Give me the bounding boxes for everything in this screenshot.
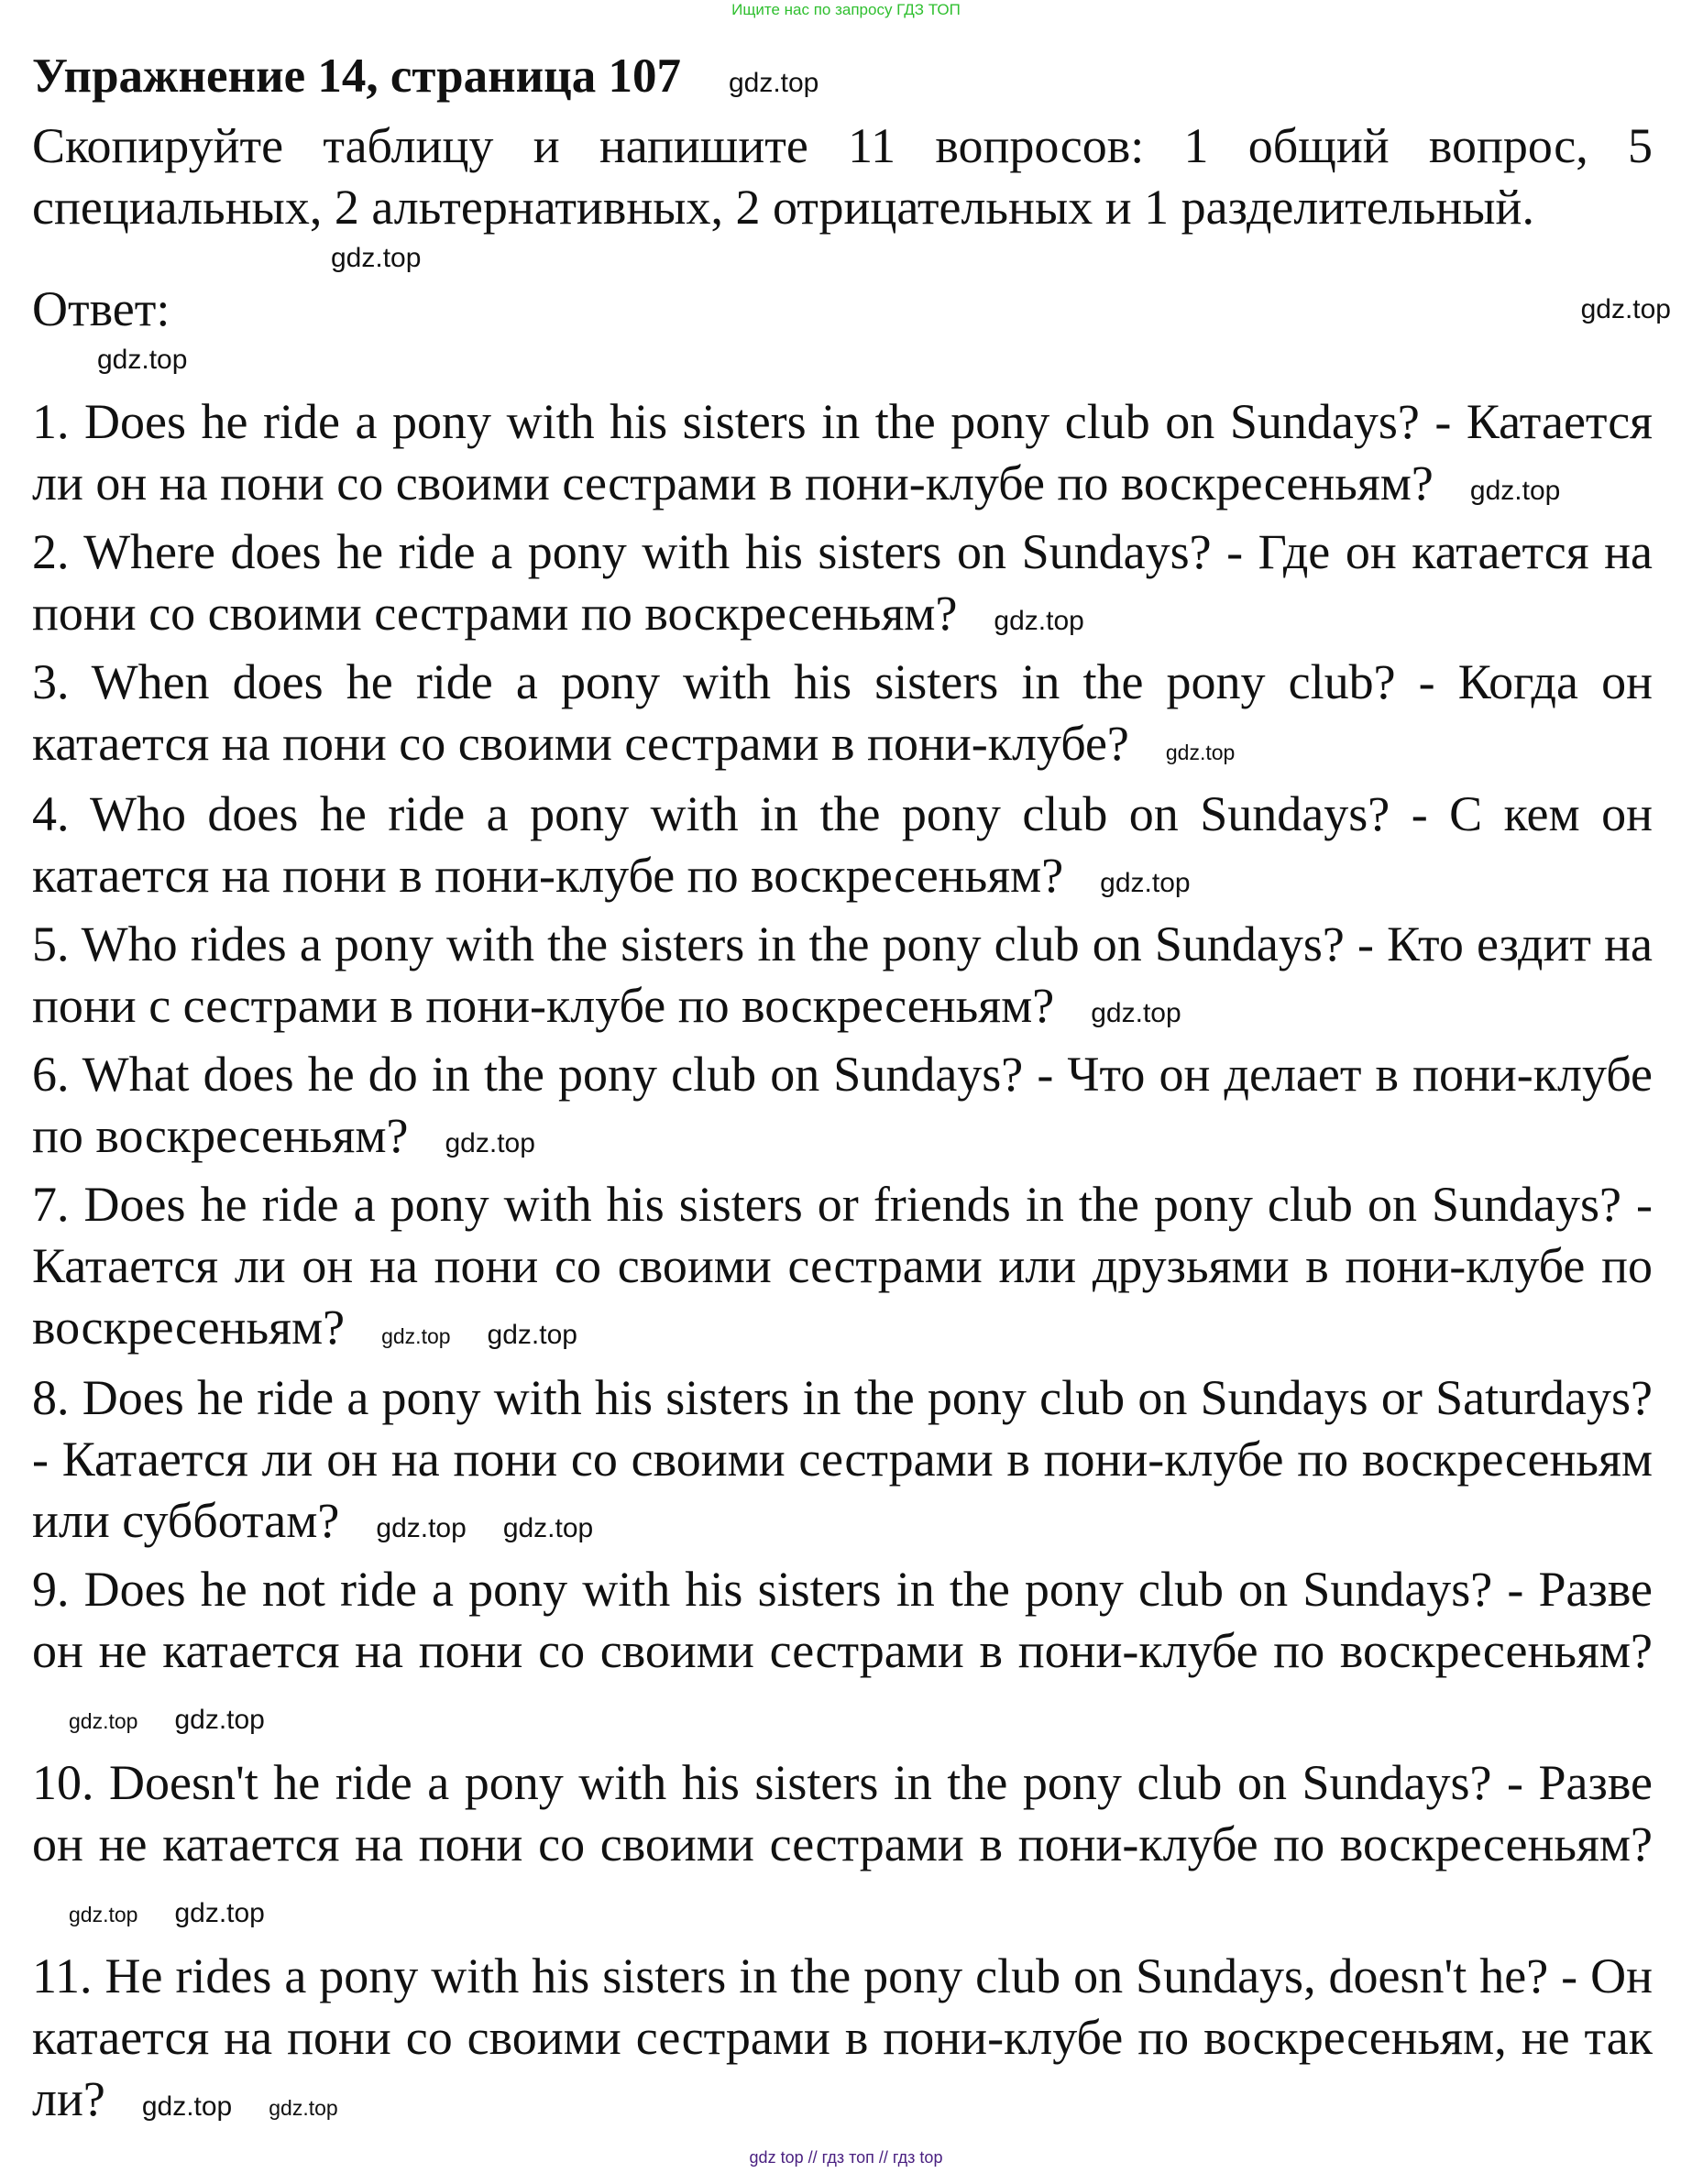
watermark: gdz.top [728, 68, 819, 98]
watermark: gdz.top [487, 1320, 577, 1350]
footer-links[interactable]: gdz top // гдз топ // гдз top [749, 2148, 943, 2167]
top-banner[interactable]: Ищите нас по запросу ГДЗ ТОП [731, 1, 961, 18]
watermark: gdz.top [69, 1709, 138, 1733]
watermark-row [32, 238, 1653, 279]
answer-item-row [32, 521, 1653, 652]
answer-item-row [32, 1367, 1653, 1559]
watermark: gdz.top [174, 1705, 265, 1735]
answer-item-row [32, 1946, 1653, 2139]
page-title-row [32, 44, 1653, 115]
answer-item-row [32, 652, 1653, 784]
answer-item-row [32, 1044, 1653, 1174]
watermark: gdz.top [141, 2091, 233, 2122]
watermark: gdz.top [376, 1513, 467, 1543]
answer-item: 6. What does he do in the pony club on Sundays? - Что он делает в пони-клубе по воскресеньям? [32, 1047, 1653, 1163]
watermark-row [32, 340, 1653, 380]
watermark: gdz.top [1100, 868, 1191, 898]
answer-item-row [32, 391, 1653, 521]
answer-item-row [32, 1174, 1653, 1367]
watermark: gdz.top [1469, 476, 1561, 506]
answer-item-row [32, 1559, 1653, 1752]
answer-item: 11. He rides a pony with his sisters in the pony club on Sundays, doesn't he? - Он катается на пони со своими сестрами в пони-клубе по воскресеньям, не так ли? [32, 1948, 1653, 2126]
answer-item: 8. Does he ride a pony with his sisters in the pony club on Sundays or Saturdays? - Катается ли он на пони со своими сестрами в пони-клубе по воскресеньям или субботам? [32, 1370, 1653, 1548]
answer-item: 3. When does he ride a pony with his sisters in the pony club? - Когда он катается на пони со своими сестрами в пони-клубе? [32, 654, 1653, 771]
answer-item-row [32, 1752, 1653, 1946]
answer-item: 7. Does he ride a pony with his sisters or friends in the pony club on Sundays? - Катается ли он на пони со своими сестрами или друзьями в пони-клубе по воскресеньям? [32, 1177, 1653, 1355]
answer-item: 9. Does he not ride a pony with his sisters in the pony club on Sundays? - Разве он не катается на пони со своими сестрами в пони-клубе по воскресеньям? [32, 1562, 1653, 1678]
answer-item: 1. Does he ride a pony with his sisters in the pony club on Sundays? - Катается ли он на пони со своими сестрами в пони-клубе по воскресеньям? [32, 394, 1653, 510]
document-content [32, 44, 1671, 2139]
watermark: gdz.top [381, 1324, 451, 1348]
answer-item-row [32, 914, 1653, 1044]
answer-label: Ответ: [32, 281, 170, 336]
page-title: Упражнение 14, страница 107 [32, 49, 681, 103]
answer-item-row [32, 784, 1653, 914]
watermark: gdz.top [331, 243, 422, 273]
watermark: gdz.top [69, 1903, 138, 1926]
answer-item: 5. Who rides a pony with the sisters in the pony club on Sundays? - Кто ездит на пони с сестрами в пони-клубе по воскресеньям? [32, 916, 1653, 1033]
watermark: gdz.top [994, 606, 1084, 636]
watermark: gdz.top [1165, 741, 1236, 764]
answer-item: 2. Where does he ride a pony with his sisters on Sundays? - Где он катается на пони со своими сестрами по воскресеньям? [32, 524, 1653, 641]
task-text: Скопируйте таблицу и напишите 11 вопросов: 1 общий вопрос, 5 специальных, 2 альтернативных, 2 отрицательных и 1 разделительный. [32, 118, 1653, 235]
watermark: gdz.top [502, 1513, 594, 1543]
watermark: gdz.top [1580, 294, 1671, 324]
watermark: gdz.top [269, 2096, 338, 2120]
watermark: gdz.top [174, 1898, 265, 1928]
watermark: gdz.top [1091, 998, 1181, 1028]
watermark: gdz.top [445, 1128, 535, 1158]
watermark: gdz.top [97, 345, 188, 375]
answer-item: 10. Doesn't he ride a pony with his sisters in the pony club on Sundays? - Разве он не катается на пони со своими сестрами в пони-клубе по воскресеньям? [32, 1755, 1653, 1871]
answer-label-row [32, 279, 1671, 340]
answer-item: 4. Who does he ride a pony with in the pony club on Sundays? - С кем он катается на пони в пони-клубе по воскресеньям? [32, 786, 1653, 903]
